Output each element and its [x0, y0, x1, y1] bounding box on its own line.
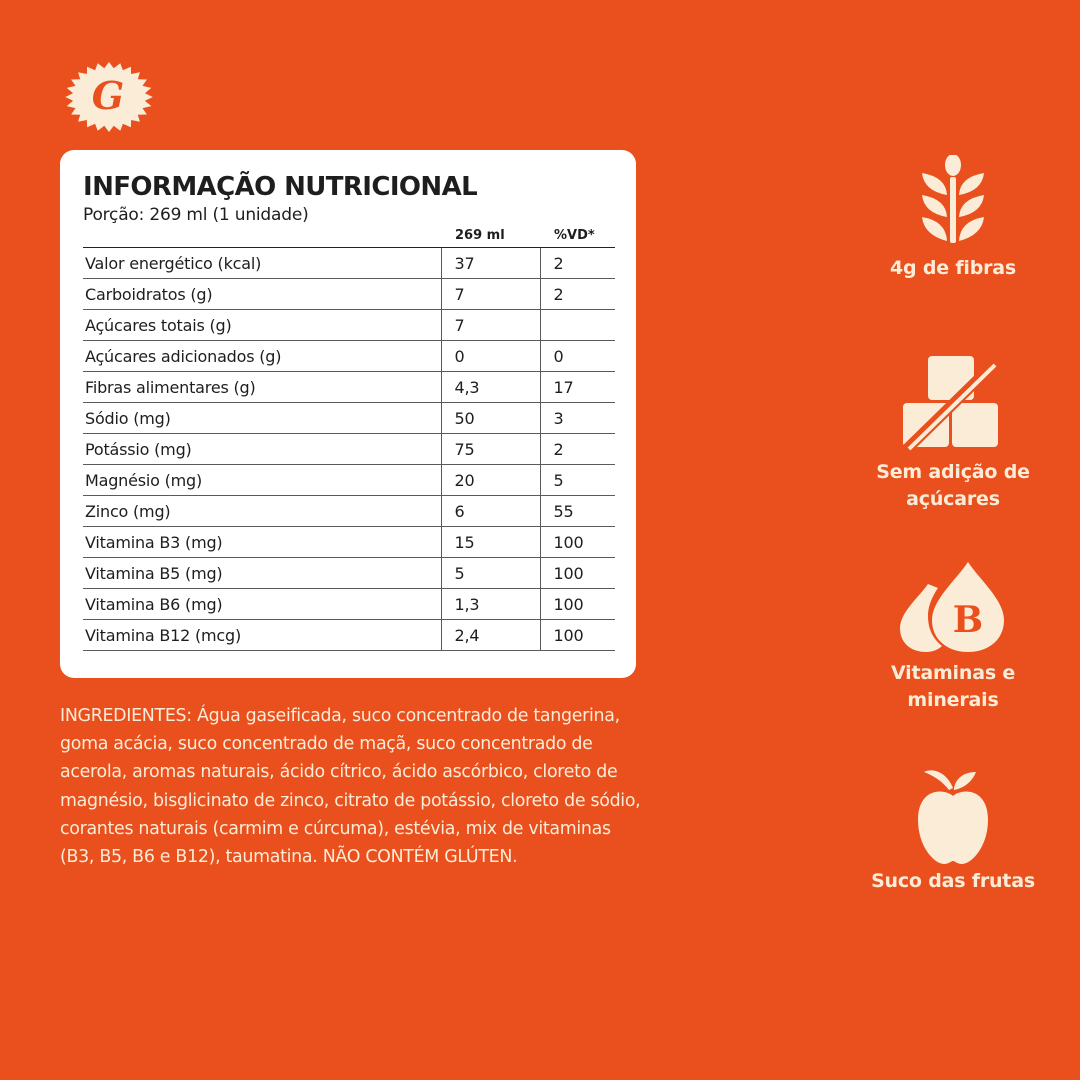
- feature-vitamins: [820, 562, 1080, 714]
- nutrient-name: Açúcares adicionados (g): [83, 341, 441, 372]
- portion-size: Porção: 269 ml (1 unidade): [83, 205, 309, 225]
- nutrient-daily-value: 2: [540, 434, 615, 465]
- feature-fiber: [820, 155, 1080, 282]
- vitamin-b-letter: B: [952, 599, 984, 641]
- nutrition-row: [83, 620, 615, 651]
- nutrient-name: Vitamina B12 (mcg): [83, 620, 441, 651]
- nutrition-title: INFORMAÇÃO NUTRICIONAL: [83, 172, 478, 202]
- header-amount: 269 ml: [455, 228, 505, 243]
- nutrient-amount: 15: [441, 527, 540, 558]
- nutrient-daily-value: 100: [540, 620, 615, 651]
- nutrient-amount: 4,3: [441, 372, 540, 403]
- nutrient-name: Zinco (mg): [83, 496, 441, 527]
- nutrient-amount: 2,4: [441, 620, 540, 651]
- nutrient-name: Vitamina B5 (mg): [83, 558, 441, 589]
- feature-fruit-juice-label: Suco das frutas: [871, 870, 1035, 892]
- nutrition-row: [83, 527, 615, 558]
- nutrition-row: [83, 589, 615, 620]
- nutrient-name: Carboidratos (g): [83, 279, 441, 310]
- nutrient-daily-value: 2: [540, 248, 615, 279]
- nutrient-daily-value: [540, 310, 615, 341]
- nutrition-row: [83, 310, 615, 341]
- nutrient-daily-value: 2: [540, 279, 615, 310]
- nutrient-name: Vitamina B3 (mg): [83, 527, 441, 558]
- logo-letter: G: [91, 73, 125, 118]
- brand-logo: [60, 62, 158, 132]
- header-daily-value: %VD*: [554, 228, 595, 243]
- feature-fruit-juice: [820, 768, 1080, 895]
- vitamin-b-drops-icon: [898, 562, 1008, 654]
- nutrient-name: Valor energético (kcal): [83, 248, 441, 279]
- nutrition-row: [83, 465, 615, 496]
- nutrition-row: [83, 496, 615, 527]
- ingredients-text: [60, 702, 650, 871]
- nutrient-amount: 7: [441, 279, 540, 310]
- ingredients-body: INGREDIENTES: Água gaseificada, suco concentrado de tangerina, goma acácia, suco concentrado de maçã, suco concentrado de acerola, aromas naturais, ácido cítrico, ácido ascórbico, cloreto de magnésio, bisglicinato de zinco, citrato de potássio, cloreto de sódio, corantes naturais (carmim e cúrcuma), estévia, mix de vitaminas (B3, B5, B6 e B12), taumatina. NÃO CONTÉM GLÚTEN.: [60, 706, 646, 868]
- nutrient-name: Potássio (mg): [83, 434, 441, 465]
- nutrient-amount: 37: [441, 248, 540, 279]
- nutrient-name: Fibras alimentares (g): [83, 372, 441, 403]
- nutrient-daily-value: 0: [540, 341, 615, 372]
- nutrient-amount: 75: [441, 434, 540, 465]
- feature-fiber-label: 4g de fibras: [889, 257, 1017, 279]
- nutrition-row: [83, 372, 615, 403]
- nutrient-amount: 7: [441, 310, 540, 341]
- nutrient-amount: 5: [441, 558, 540, 589]
- nutrition-facts-card: [60, 150, 636, 678]
- nutrient-amount: 6: [441, 496, 540, 527]
- nutrition-row: [83, 558, 615, 589]
- nutrition-row: [83, 403, 615, 434]
- feature-vitamins-label: Vitaminas e minerais: [890, 662, 1016, 711]
- nutrient-amount: 20: [441, 465, 540, 496]
- nutrient-daily-value: 100: [540, 558, 615, 589]
- nutrient-amount: 50: [441, 403, 540, 434]
- wheat-icon: [920, 155, 986, 245]
- nutrient-daily-value: 100: [540, 589, 615, 620]
- apple-icon: [916, 768, 990, 866]
- nutrient-name: Magnésio (mg): [83, 465, 441, 496]
- nutrient-daily-value: 3: [540, 403, 615, 434]
- nutrition-row: [83, 434, 615, 465]
- nutrition-row: [83, 248, 615, 279]
- nutrient-daily-value: 55: [540, 496, 615, 527]
- feature-no-sugar: [820, 353, 1080, 513]
- nutrient-daily-value: 17: [540, 372, 615, 403]
- nutrition-table: [83, 221, 615, 651]
- nutrient-amount: 1,3: [441, 589, 540, 620]
- nutrient-name: Açúcares totais (g): [83, 310, 441, 341]
- nutrient-daily-value: 5: [540, 465, 615, 496]
- nutrition-row: [83, 279, 615, 310]
- nutrient-name: Vitamina B6 (mg): [83, 589, 441, 620]
- sugar-cubes-crossed-icon: [903, 353, 1003, 453]
- feature-no-sugar-label: Sem adição de açúcares: [876, 461, 1030, 510]
- nutrient-name: Sódio (mg): [83, 403, 441, 434]
- nutrient-amount: 0: [441, 341, 540, 372]
- nutrient-daily-value: 100: [540, 527, 615, 558]
- nutrition-row: [83, 341, 615, 372]
